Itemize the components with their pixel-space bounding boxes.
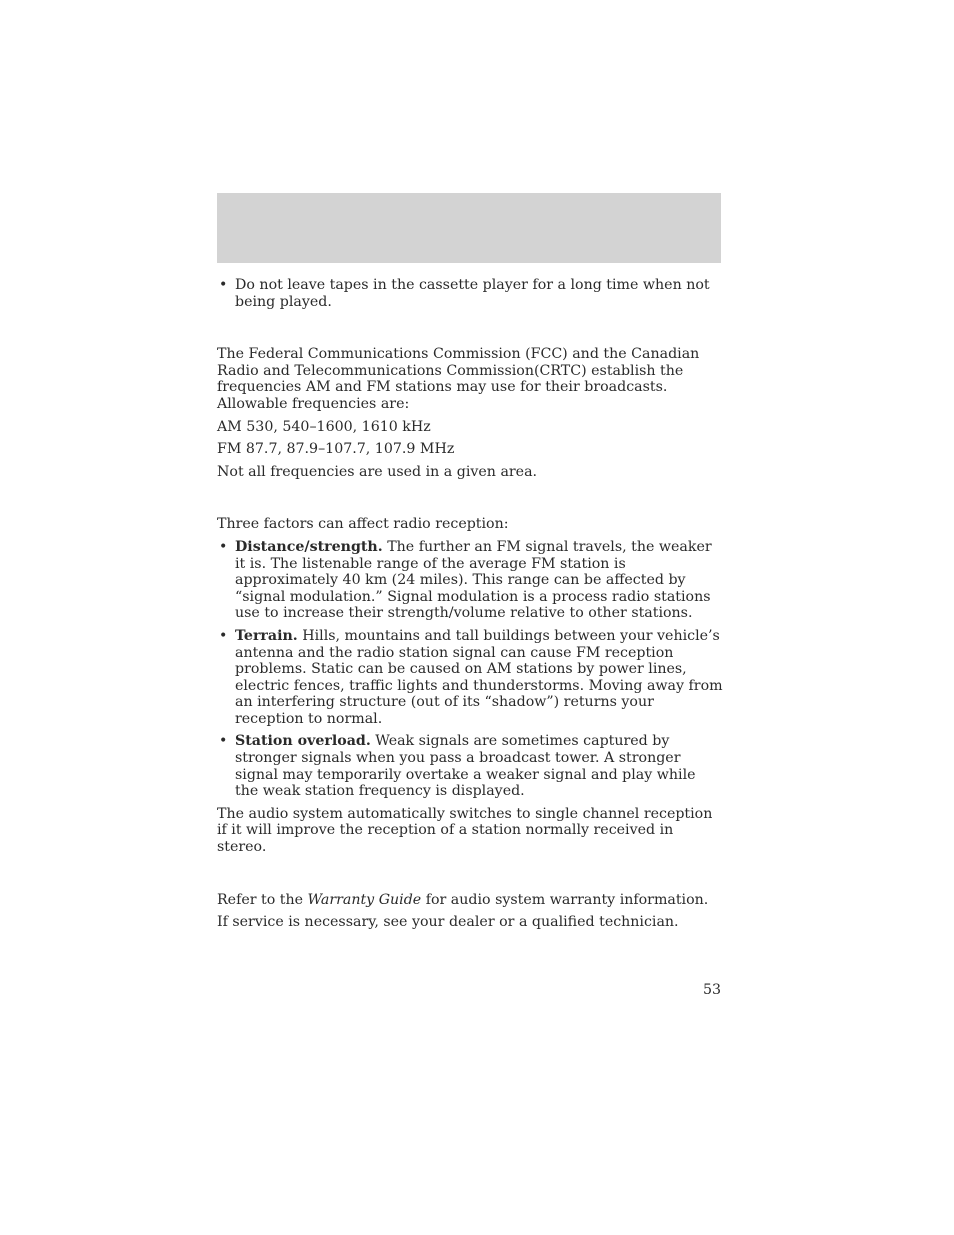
reception-factors-intro: Three factors can affect radio reception:	[217, 516, 509, 533]
bullet-title: Terrain.	[235, 627, 298, 644]
page-number: 53	[702, 982, 721, 998]
page-content	[217, 277, 723, 931]
warranty-prefix: Refer to the	[217, 891, 308, 908]
am-frequencies: AM 530, 540–1600, 1610 kHz	[217, 418, 431, 435]
bullet-dot: •	[219, 538, 228, 555]
bullet-text: Hills, mountains and tall buildings between your vehicle’s antenna and the radio station signal can cause FM reception problems. Static can be caused on AM stations by power lines, electric fences, traffic lights and thunderstorms. Moving away from an interfering structure (out of its “shadow”) returns your reception to normal.	[235, 627, 723, 727]
mono-switch-paragraph: The audio system automatically switches to single channel reception if it will improve the reception of a station normally received in stereo.	[217, 805, 713, 856]
bullet-item-tapes	[217, 277, 723, 310]
warranty-suffix: for audio system warranty information.	[421, 891, 709, 908]
bullet-text: The further an FM signal travels, the weaker it is. The listenable range of the average FM station is approximately 40 km (24 miles). This range can be affected by “signal modulation.” Signal modulation is a process radio stations use to increase their strength/volume relative to other stations.	[235, 538, 712, 622]
bullet-title: Station overload.	[235, 733, 371, 750]
bullet-title: Distance/strength.	[235, 538, 383, 555]
fm-frequencies: FM 87.7, 87.9–107.7, 107.9 MHz	[217, 441, 455, 458]
bullet-text: Weak signals are sometimes captured by stronger signals when you pass a broadcast tower. A stronger signal may temporarily overtake a weaker signal and play while the weak station frequency is displayed.	[235, 733, 696, 800]
bullet-dot: •	[219, 627, 228, 644]
bullet-dot: •	[219, 733, 228, 750]
bullet-item-distance	[217, 539, 723, 622]
warranty-guide-title: Warranty Guide	[307, 891, 422, 908]
warranty-paragraph	[217, 892, 723, 909]
frequency-note: Not all frequencies are used in a given area.	[217, 463, 538, 480]
section-header-band	[217, 193, 721, 263]
bullet-item-station-overload	[217, 733, 723, 799]
frequencies-paragraph: The Federal Communications Commission (FCC) and the Canadian Radio and Telecommunications Commission(CRTC) establish the frequencies AM and FM stations may use for their broadcasts. Allowable frequencies are:	[217, 346, 700, 412]
bullet-text: Do not leave tapes in the cassette player for a long time when not being played.	[235, 277, 710, 310]
service-paragraph: If service is necessary, see your dealer or a qualified technician.	[217, 914, 679, 931]
bullet-item-terrain	[217, 628, 723, 728]
bullet-dot: •	[219, 277, 228, 293]
